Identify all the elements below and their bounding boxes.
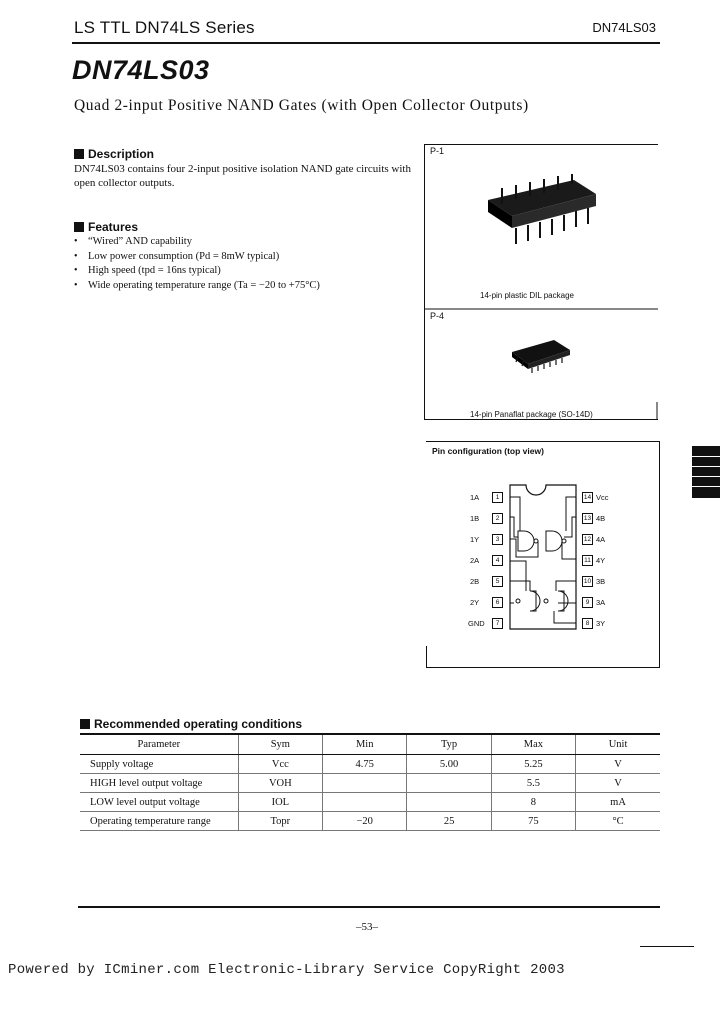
cell-typ xyxy=(407,793,491,812)
series-title: LS TTL DN74LS Series xyxy=(74,18,255,37)
package-p1-caption: 14-pin plastic DIL package xyxy=(480,291,574,300)
cell-parameter: LOW level output voltage xyxy=(80,793,238,812)
cell-max: 5.5 xyxy=(491,774,575,793)
cell-min xyxy=(323,774,407,793)
cell-sym: Vcc xyxy=(238,755,322,774)
nand-gates-diagram xyxy=(510,497,576,623)
footer-credit: Powered by ICminer.com Electronic-Library Service CopyRight 2003 xyxy=(8,962,565,978)
conditions-heading-label: Recommended operating conditions xyxy=(94,717,303,731)
package-box-frame xyxy=(424,144,658,420)
pin-number-10: 10 xyxy=(583,578,592,585)
feature-item: • Wide operating temperature range (Ta = −20 to +75°C) xyxy=(74,279,404,294)
pin-name-13: 4B xyxy=(596,514,606,523)
pin-number-6: 6 xyxy=(492,597,503,608)
pin-name-10: 3B xyxy=(596,577,606,586)
cell-unit: °C xyxy=(576,812,660,831)
cell-sym: Topr xyxy=(238,812,322,831)
col-header-unit: Unit xyxy=(576,734,660,755)
cell-unit: V xyxy=(576,774,660,793)
table-row xyxy=(80,793,660,812)
pin-config-box xyxy=(426,441,660,668)
pin-name-14: Vcc xyxy=(596,493,609,502)
package-p4-label: P-4 xyxy=(430,311,445,321)
square-bullet-icon xyxy=(74,149,84,159)
corner-mark xyxy=(640,946,694,947)
package-p1-label: P-1 xyxy=(430,146,445,156)
header-part-number: DN74LS03 xyxy=(592,20,656,35)
square-bullet-icon xyxy=(74,222,84,232)
cell-parameter: Operating temperature range xyxy=(80,812,238,831)
cell-parameter: HIGH level output voltage xyxy=(80,774,238,793)
feature-item: • “Wired” AND capability xyxy=(74,235,404,250)
pin-name-3: 1Y xyxy=(470,535,480,544)
cell-min: 4.75 xyxy=(323,755,407,774)
features-heading-label: Features xyxy=(88,220,139,234)
pin-config-frame xyxy=(426,441,660,668)
conditions-table xyxy=(80,733,660,831)
pin-number-14: 14 xyxy=(583,494,592,501)
pin-number-5: 5 xyxy=(492,576,503,587)
pin-name-7: GND xyxy=(468,619,485,628)
square-bullet-icon xyxy=(80,719,90,729)
pin-number-4: 4 xyxy=(492,555,503,566)
cell-parameter: Supply voltage xyxy=(80,755,238,774)
pin-number-7: 7 xyxy=(492,618,503,629)
package-box xyxy=(424,144,658,420)
description-text: DN74LS03 contains four 2-input positive isolation NAND gate circuits with open collector outputs. xyxy=(74,163,411,189)
flat-package-image xyxy=(512,340,570,373)
pin-name-8: 3Y xyxy=(596,619,606,628)
pin-number-11: 11 xyxy=(582,555,593,566)
table-row xyxy=(80,812,660,831)
features-list xyxy=(74,235,404,293)
pin-name-5: 2B xyxy=(470,577,480,586)
description-heading xyxy=(74,147,154,161)
cell-typ xyxy=(407,774,491,793)
pin-name-6: 2Y xyxy=(470,598,480,607)
cell-typ: 25 xyxy=(407,812,491,831)
feature-item: • Low power consumption (Pd = 8mW typical) xyxy=(74,250,404,265)
side-index-tab xyxy=(692,446,720,498)
col-header-typ: Typ xyxy=(407,734,491,755)
table-header-row xyxy=(80,734,660,755)
cell-unit: V xyxy=(576,755,660,774)
pin-number-13: 13 xyxy=(583,515,592,522)
package-p4-caption: 14-pin Panaflat package (SO-14D) xyxy=(470,410,593,419)
pin-config-title: Pin configuration (top view) xyxy=(432,446,544,456)
pin-name-9: 3A xyxy=(596,598,606,607)
col-header-min: Min xyxy=(323,734,407,755)
pin-number-12: 12 xyxy=(583,536,592,543)
cell-unit: mA xyxy=(576,793,660,812)
page-number: –53– xyxy=(356,921,378,933)
pin-number-9: 9 xyxy=(582,597,593,608)
cell-max: 8 xyxy=(491,793,575,812)
pin-name-4: 2A xyxy=(470,556,480,565)
dil-package-image xyxy=(488,174,596,244)
table-row xyxy=(80,755,660,774)
header-rule xyxy=(72,42,660,44)
col-header-max: Max xyxy=(491,734,575,755)
features-heading xyxy=(74,220,138,234)
page-title: DN74LS03 xyxy=(72,55,210,85)
cell-min: −20 xyxy=(323,812,407,831)
pin-name-1: 1A xyxy=(470,493,480,502)
pin-number-2: 2 xyxy=(492,513,503,524)
pin-number-1: 1 xyxy=(492,492,503,503)
cell-min xyxy=(323,793,407,812)
bottom-rule xyxy=(78,906,660,908)
cell-sym: VOH xyxy=(238,774,322,793)
pin-name-2: 1B xyxy=(470,514,480,523)
cell-typ: 5.00 xyxy=(407,755,491,774)
feature-item: • High speed (tpd = 16ns typical) xyxy=(74,264,404,279)
conditions-heading xyxy=(80,717,302,731)
pin-name-12: 4A xyxy=(596,535,606,544)
pin-number-8: 8 xyxy=(582,618,593,629)
page-subtitle: Quad 2-input Positive NAND Gates (with Open Collector Outputs) xyxy=(74,97,529,114)
cell-max: 75 xyxy=(491,812,575,831)
table-row xyxy=(80,774,660,793)
cell-max: 5.25 xyxy=(491,755,575,774)
col-header-parameter: Parameter xyxy=(80,734,238,755)
col-header-sym: Sym xyxy=(238,734,322,755)
pin-number-3: 3 xyxy=(492,534,503,545)
description-heading-label: Description xyxy=(88,147,155,161)
pin-name-11: 4Y xyxy=(596,556,606,565)
cell-sym: IOL xyxy=(238,793,322,812)
